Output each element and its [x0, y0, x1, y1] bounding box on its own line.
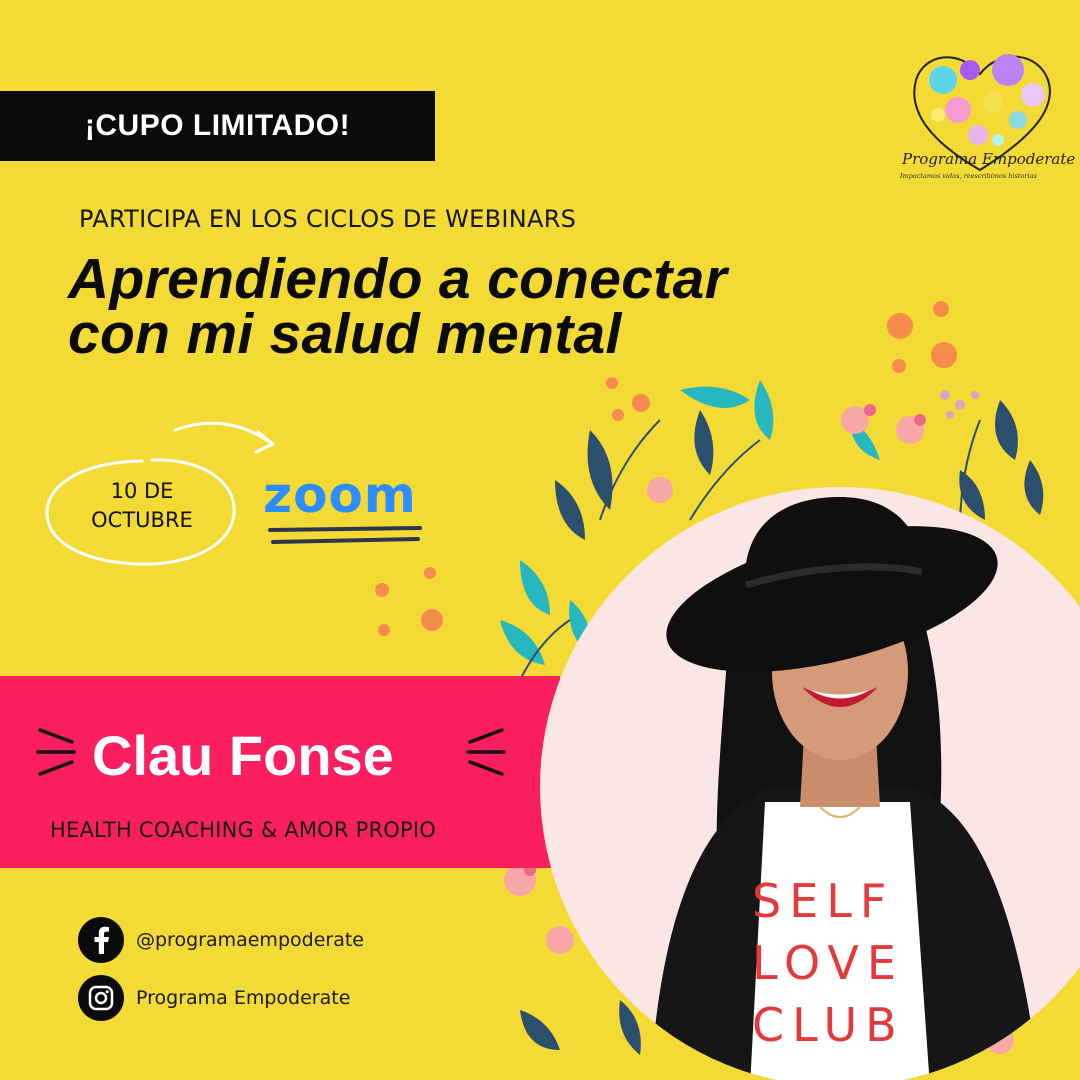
date-day: 10 DE	[110, 479, 174, 503]
title-line-1: Aprendiendo a conectar	[68, 247, 728, 311]
underline-scribble-icon	[268, 524, 423, 549]
brand-name: Programa Empoderate	[902, 150, 1076, 168]
event-date	[42, 452, 242, 572]
limited-seats-badge: ¡CUPO LIMITADO!	[0, 91, 435, 161]
title-line-2: con mi salud mental	[68, 302, 622, 366]
instagram-icon	[78, 975, 124, 1021]
facebook-link[interactable]	[78, 917, 364, 963]
webinar-intro: PARTICIPA EN LOS CICLOS DE WEBINARS	[79, 205, 577, 233]
speaker-role: HEALTH COACHING & AMOR PROPIO	[50, 818, 436, 842]
shirt-line-3: CLUB	[752, 998, 905, 1052]
shirt-line-1: SELF	[752, 874, 895, 928]
facebook-icon	[78, 917, 124, 963]
shirt-text	[752, 870, 905, 1056]
instagram-handle: Programa Empoderate	[136, 987, 351, 1009]
zoom-logo: zoom	[263, 466, 417, 524]
spark-left-icon	[32, 722, 82, 782]
date-text	[42, 477, 242, 535]
shirt-line-2: LOVE	[752, 936, 904, 990]
brand-tagline: Impactamos vidas, reescribimos historias	[900, 172, 1037, 180]
spark-right-icon	[460, 722, 510, 782]
speaker-name: Clau Fonse	[92, 724, 394, 787]
date-month: OCTUBRE	[91, 508, 193, 532]
facebook-handle: @programaempoderate	[136, 929, 364, 951]
instagram-link[interactable]	[78, 975, 350, 1021]
webinar-title	[68, 247, 928, 366]
